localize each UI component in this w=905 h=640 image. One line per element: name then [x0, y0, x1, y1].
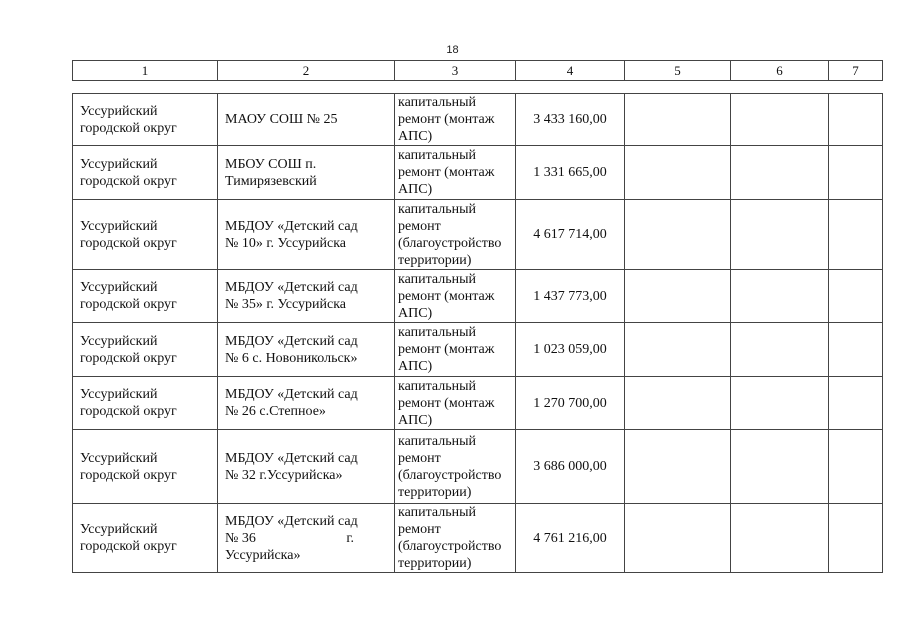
institution-line-part: № 36: [225, 530, 256, 546]
institution-cell: [218, 323, 395, 377]
table-row: [73, 430, 883, 504]
table-row: [73, 504, 883, 573]
column-6-cell: [731, 323, 829, 377]
work-type-cell: [395, 377, 516, 430]
work-type-cell: [395, 270, 516, 323]
district-cell: [73, 270, 218, 323]
work-type-cell: [395, 430, 516, 504]
column-7-cell: [829, 146, 883, 200]
work-type-cell-line: территории): [398, 484, 472, 500]
amount-cell: 1 331 665,00: [516, 146, 625, 200]
work-type-cell-line: капитальный: [398, 505, 476, 520]
work-type-cell-line: АПС): [398, 305, 433, 321]
work-type-cell-line: капитальный: [398, 433, 476, 449]
table-row: [73, 200, 883, 270]
header-cell-5: 5: [625, 61, 731, 81]
column-5-cell: [625, 146, 731, 200]
column-6-cell: [731, 270, 829, 323]
table-row: [73, 377, 883, 430]
institution-cell-line: Тимирязевский: [225, 173, 317, 189]
work-type-cell-line: ремонт: [398, 522, 441, 537]
institution-cell: [218, 146, 395, 200]
institution-cell-line: МАОУ СОШ № 25: [225, 112, 338, 127]
district-cell-line: городской округ: [80, 350, 177, 366]
amount-cell: 1 023 059,00: [516, 323, 625, 377]
district-cell-line: городской округ: [80, 173, 177, 189]
institution-cell-line: МБОУ СОШ п.: [225, 156, 317, 172]
table-row: [73, 94, 883, 146]
table-row: [73, 270, 883, 323]
page-number: 18: [446, 44, 459, 56]
district-cell-line: Уссурийский: [80, 103, 158, 119]
work-type-cell-line: капитальный: [398, 271, 476, 287]
institution-cell-line: МБДОУ «Детский сад: [225, 218, 358, 234]
column-7-cell: [829, 270, 883, 323]
table-row: [73, 146, 883, 200]
district-cell: [73, 377, 218, 430]
column-number-header: [72, 60, 883, 81]
work-type-cell-line: АПС): [398, 359, 433, 374]
column-6-cell: [731, 504, 829, 573]
column-6-cell: [731, 200, 829, 270]
amount-cell: 4 761 216,00: [516, 504, 625, 573]
institution-cell-line: Уссурийска»: [225, 547, 301, 563]
work-type-cell-line: (благоустройство: [398, 467, 502, 483]
institution-cell-line: № 10» г. Уссурийска: [225, 235, 346, 251]
institution-cell-line: МБДОУ «Детский сад: [225, 450, 358, 466]
institution-cell-line: МБДОУ «Детский сад: [225, 280, 358, 295]
column-7-cell: [829, 94, 883, 146]
district-cell: [73, 200, 218, 270]
work-type-cell: [395, 146, 516, 200]
institution-cell: [218, 430, 395, 504]
work-type-cell-line: АПС): [398, 412, 433, 428]
district-cell-line: Уссурийский: [80, 450, 158, 466]
work-type-cell: [395, 200, 516, 270]
institution-cell: [218, 200, 395, 270]
work-type-cell-line: капитальный: [398, 95, 476, 110]
institution-cell: [218, 504, 395, 573]
header-cell-2: 2: [218, 61, 395, 81]
district-cell-line: городской округ: [80, 467, 177, 483]
work-type-cell-line: ремонт (монтаж: [398, 288, 495, 304]
column-7-cell: [829, 200, 883, 270]
institution-cell-line: № 6 с. Новоникольск»: [225, 350, 358, 366]
institution-cell: [218, 377, 395, 430]
work-type-cell-line: ремонт: [398, 450, 441, 466]
work-type-cell-line: ремонт (монтаж: [398, 112, 495, 127]
institution-cell: [218, 270, 395, 323]
column-5-cell: [625, 323, 731, 377]
district-cell: [73, 430, 218, 504]
column-5-cell: [625, 504, 731, 573]
header-cell-4: 4: [516, 61, 625, 81]
amount-cell: 1 437 773,00: [516, 270, 625, 323]
work-type-cell-line: (благоустройство: [398, 539, 502, 554]
column-6-cell: [731, 94, 829, 146]
work-type-cell: [395, 323, 516, 377]
work-type-cell-line: капитальный: [398, 378, 476, 394]
header-cell-1: 1: [73, 61, 218, 81]
table-row: [73, 323, 883, 377]
district-cell-line: городской округ: [80, 120, 177, 136]
institution-cell-line: МБДОУ «Детский сад: [225, 513, 358, 529]
institution-cell-line: МБДОУ «Детский сад: [225, 333, 358, 349]
district-cell: [73, 504, 218, 573]
column-7-cell: [829, 323, 883, 377]
district-cell-line: Уссурийский: [80, 280, 158, 295]
work-type-cell-line: капитальный: [398, 201, 476, 217]
district-cell-line: городской округ: [80, 539, 177, 554]
work-type-cell-line: ремонт (монтаж: [398, 165, 495, 180]
header-row: [73, 61, 883, 81]
amount-cell: 4 617 714,00: [516, 200, 625, 270]
work-type-cell: [395, 94, 516, 146]
column-5-cell: [625, 94, 731, 146]
district-cell-line: городской округ: [80, 404, 177, 419]
amount-cell: 3 686 000,00: [516, 430, 625, 504]
work-type-cell-line: ремонт (монтаж: [398, 395, 495, 411]
column-5-cell: [625, 430, 731, 504]
column-6-cell: [731, 377, 829, 430]
institution-cell-line: № 35» г. Уссурийска: [225, 297, 346, 312]
work-type-cell-line: территории): [398, 556, 472, 571]
work-type-cell-line: капитальный: [398, 148, 476, 163]
column-5-cell: [625, 270, 731, 323]
column-7-cell: [829, 430, 883, 504]
column-5-cell: [625, 377, 731, 430]
institution-cell-line: № 26 с.Степное»: [225, 404, 326, 419]
institution-cell-line: МБДОУ «Детский сад: [225, 387, 358, 402]
district-cell: [73, 94, 218, 146]
district-cell-line: Уссурийский: [80, 218, 158, 234]
amount-cell: 3 433 160,00: [516, 94, 625, 146]
institution-cell: [218, 94, 395, 146]
district-cell-line: Уссурийский: [80, 333, 158, 349]
work-type-cell: [395, 504, 516, 573]
institution-cell-line: [225, 530, 394, 547]
district-cell-line: Уссурийский: [80, 387, 158, 402]
district-cell: [73, 146, 218, 200]
column-6-cell: [731, 146, 829, 200]
work-type-cell-line: капитальный: [398, 325, 476, 340]
work-type-cell-line: территории): [398, 252, 472, 268]
header-cell-3: 3: [395, 61, 516, 81]
column-6-cell: [731, 430, 829, 504]
amount-cell: 1 270 700,00: [516, 377, 625, 430]
work-type-cell-line: ремонт (монтаж: [398, 342, 495, 357]
district-cell-line: Уссурийский: [80, 522, 158, 537]
institution-line-part: г.: [346, 530, 354, 546]
work-type-cell-line: ремонт: [398, 218, 441, 234]
column-5-cell: [625, 200, 731, 270]
district-cell: [73, 323, 218, 377]
institution-cell-line: № 32 г.Уссурийска»: [225, 467, 343, 483]
column-7-cell: [829, 377, 883, 430]
work-type-cell-line: АПС): [398, 182, 433, 197]
district-cell-line: Уссурийский: [80, 156, 158, 172]
work-type-cell-line: АПС): [398, 129, 433, 144]
work-type-cell-line: (благоустройство: [398, 235, 502, 251]
header-cell-7: 7: [829, 61, 883, 81]
column-7-cell: [829, 504, 883, 573]
district-cell-line: городской округ: [80, 297, 177, 312]
district-cell-line: городской округ: [80, 235, 177, 251]
header-cell-6: 6: [731, 61, 829, 81]
funding-table: [72, 93, 883, 573]
